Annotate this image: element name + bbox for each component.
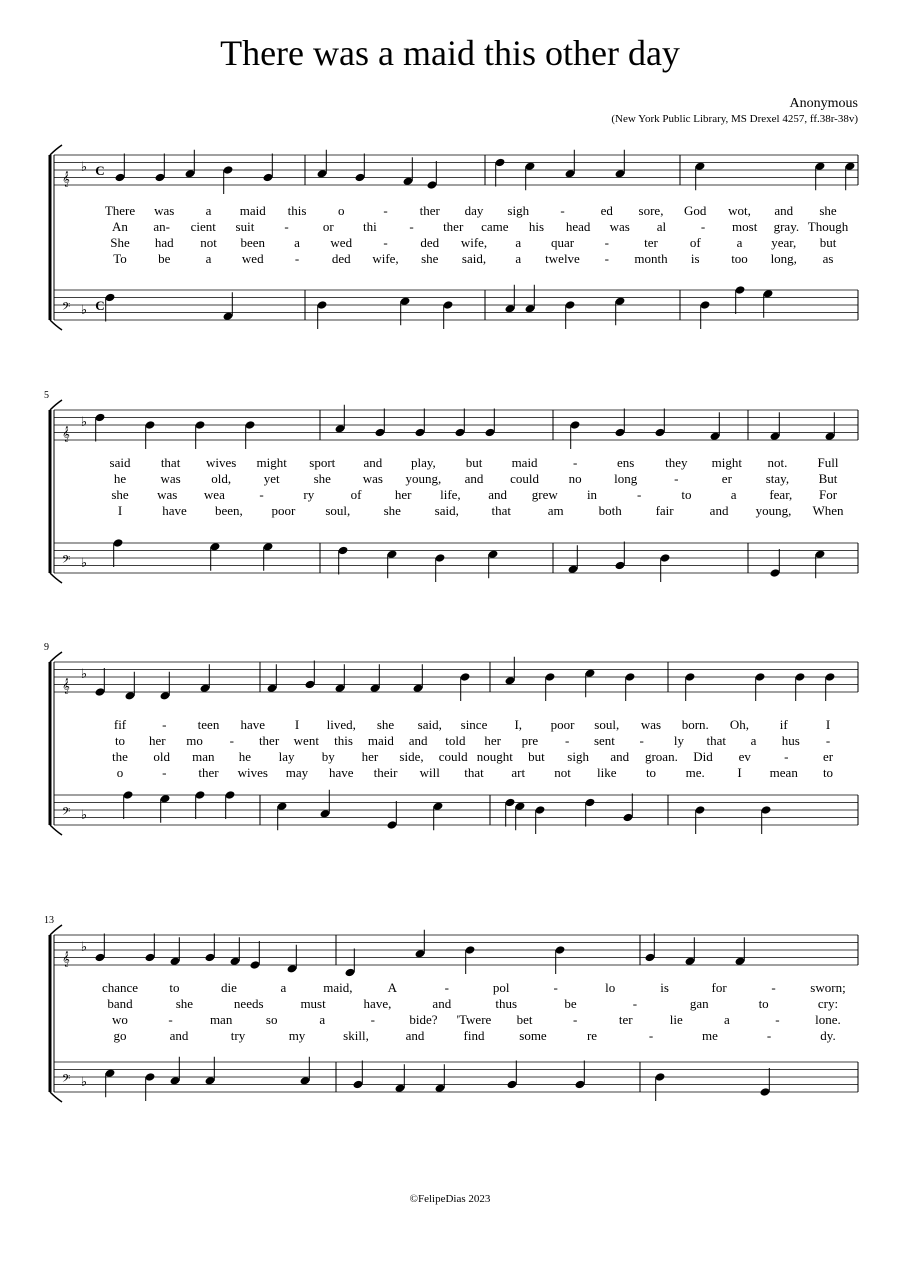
lyric-syllable: they bbox=[665, 455, 688, 470]
lyric-syllable: that bbox=[464, 765, 484, 780]
treble-clef-icon: 𝄞 bbox=[62, 951, 70, 966]
lyric-syllable: is bbox=[660, 980, 669, 995]
lyric-syllable: me. bbox=[685, 765, 705, 780]
lyric-syllable: bide? bbox=[409, 1012, 438, 1027]
lyric-syllable: had bbox=[154, 235, 174, 250]
lyric-syllable: - bbox=[259, 487, 264, 502]
lyric-syllable: - bbox=[637, 487, 642, 502]
flat-icon: ♭ bbox=[80, 666, 88, 681]
bass-staff bbox=[54, 1062, 858, 1092]
lyric-syllable: ens bbox=[617, 455, 635, 470]
system-1 bbox=[50, 145, 858, 330]
lyric-syllable: fear, bbox=[769, 487, 793, 502]
system-4 bbox=[44, 915, 858, 1102]
lyric-syllable: - bbox=[648, 1028, 654, 1043]
lyric-syllable: try bbox=[230, 1028, 246, 1043]
lyric-syllable: he bbox=[113, 471, 127, 486]
flat-icon: ♭ bbox=[80, 302, 88, 317]
lyric-syllable: and bbox=[408, 733, 428, 748]
lyric-syllable: a bbox=[730, 487, 737, 502]
bass-staff bbox=[54, 290, 858, 320]
lyric-syllable: ev bbox=[738, 749, 751, 764]
lyric-syllable: wot, bbox=[728, 203, 751, 218]
bracket-bottom bbox=[50, 1092, 62, 1102]
lyric-syllable: sore, bbox=[638, 203, 664, 218]
lyric-syllable: maid bbox=[511, 455, 538, 470]
lyric-syllable: thi bbox=[363, 219, 377, 234]
lyric-syllable: and bbox=[464, 471, 484, 486]
lyric-syllable: - bbox=[229, 733, 234, 748]
lyric-syllable: a bbox=[319, 1012, 326, 1027]
lyric-syllable: When bbox=[812, 503, 844, 518]
lyric-syllable: But bbox=[818, 471, 838, 486]
lyric-syllable: A bbox=[387, 980, 398, 995]
lyric-syllable: have bbox=[162, 503, 187, 518]
lyric-syllable: and bbox=[709, 503, 729, 518]
lyric-syllable: cient bbox=[190, 219, 216, 234]
lyric-syllable: man bbox=[192, 749, 215, 764]
lyric-syllable: long, bbox=[770, 251, 797, 266]
lyric-syllable: yet bbox=[263, 471, 280, 486]
lyric-syllable: stay, bbox=[765, 471, 790, 486]
lyric-syllable: month bbox=[634, 251, 668, 266]
lyric-syllable: if bbox=[779, 717, 788, 732]
lyric-syllable: ded bbox=[420, 235, 440, 250]
bass-clef-icon: 𝄢 bbox=[61, 300, 71, 315]
lyric-syllable: like bbox=[597, 765, 617, 780]
lyric-syllable: their bbox=[373, 765, 398, 780]
lyric-syllable: wea bbox=[203, 487, 225, 502]
lyric-syllable: sent bbox=[593, 733, 615, 748]
lyric-syllable: and bbox=[774, 203, 794, 218]
lyric-syllable: - bbox=[560, 203, 565, 218]
lyric-syllable: a bbox=[736, 235, 743, 250]
lyric-syllable: sigh bbox=[507, 203, 530, 218]
lyric-syllable: find bbox=[463, 1028, 485, 1043]
lyric-syllable: o bbox=[116, 765, 124, 780]
lyric-syllable: to bbox=[114, 733, 126, 748]
lyric-syllable: I, bbox=[514, 717, 523, 732]
lyric-syllable: I bbox=[117, 503, 123, 518]
lyric-syllable: ther bbox=[443, 219, 464, 234]
treble-clef-icon: 𝄞 bbox=[62, 426, 70, 441]
lyric-syllable: have, bbox=[363, 996, 392, 1011]
lyric-syllable: twelve bbox=[545, 251, 580, 266]
lyric-syllable: told bbox=[445, 733, 466, 748]
lyric-syllable: she bbox=[313, 471, 331, 486]
lyric-syllable: - bbox=[294, 251, 300, 266]
measure-number: 5 bbox=[44, 390, 49, 401]
bracket-bottom bbox=[50, 825, 62, 835]
lyric-syllable: ed bbox=[600, 203, 613, 218]
lyric-syllable: me bbox=[702, 1028, 718, 1043]
lyric-syllable: born. bbox=[681, 717, 709, 732]
lyric-syllable: - bbox=[604, 235, 609, 250]
lyric-syllable: I bbox=[294, 717, 300, 732]
lyric-syllable: could bbox=[438, 749, 468, 764]
lyric-syllable: - bbox=[784, 749, 789, 764]
lyric-syllable: both bbox=[598, 503, 622, 518]
lyric-syllable: will bbox=[419, 765, 440, 780]
lyric-syllable: been, bbox=[215, 503, 243, 518]
lyric-syllable: suit bbox=[235, 219, 255, 234]
lyric-syllable: I bbox=[825, 717, 831, 732]
lyric-syllable: that bbox=[160, 455, 181, 470]
lyric-syllable: by bbox=[321, 749, 335, 764]
lyric-syllable: of bbox=[689, 235, 701, 250]
lyric-syllable: a bbox=[280, 980, 287, 995]
lyric-syllable: his bbox=[528, 219, 545, 234]
lyric-syllable: she bbox=[376, 717, 395, 732]
lyric-syllable: o bbox=[338, 203, 345, 218]
lyric-syllable: was bbox=[609, 219, 630, 234]
lyric-syllable: - bbox=[604, 251, 609, 266]
lyric-syllable: her bbox=[148, 733, 166, 748]
lyric-syllable: wed bbox=[241, 251, 264, 266]
system-2 bbox=[44, 390, 858, 583]
lyric-syllable: band bbox=[107, 996, 133, 1011]
flat-icon: ♭ bbox=[80, 1074, 88, 1089]
lyric-syllable: er bbox=[822, 749, 834, 764]
lyric-syllable: - bbox=[632, 996, 638, 1011]
lyric-syllable: was bbox=[154, 203, 175, 218]
lyric-syllable: ther bbox=[198, 765, 219, 780]
lyric-syllable: might bbox=[711, 455, 743, 470]
lyric-syllable: came bbox=[481, 219, 509, 234]
lyric-syllable: 'Twere bbox=[456, 1012, 492, 1027]
lyric-syllable: ther bbox=[258, 733, 280, 748]
lyric-syllable: nought bbox=[476, 749, 513, 764]
lyric-syllable: - bbox=[771, 980, 776, 995]
lyric-syllable: or bbox=[322, 219, 334, 234]
lyric-syllable: Though bbox=[807, 219, 849, 234]
bracket-bottom bbox=[50, 320, 62, 330]
lyric-syllable: sworn; bbox=[810, 980, 846, 995]
lyric-syllable: said, bbox=[434, 503, 459, 518]
lyric-syllable: a bbox=[750, 733, 757, 748]
lyric-syllable: year, bbox=[771, 235, 797, 250]
lyric-syllable: must bbox=[300, 996, 326, 1011]
bass-clef-icon: 𝄢 bbox=[61, 553, 71, 568]
lyric-syllable: some bbox=[519, 1028, 547, 1043]
lyric-syllable: soul, bbox=[594, 717, 620, 732]
lyric-syllable: be bbox=[564, 996, 577, 1011]
lyric-syllable: There bbox=[104, 203, 136, 218]
lyric-syllable: may bbox=[285, 765, 309, 780]
lyric-syllable: she bbox=[421, 251, 439, 266]
lyric-syllable: and bbox=[405, 1028, 425, 1043]
lyric-syllable: - bbox=[162, 717, 167, 732]
lyric-syllable: not. bbox=[767, 455, 788, 470]
lyric-syllable: lived, bbox=[326, 717, 356, 732]
lyric-syllable: bet bbox=[516, 1012, 533, 1027]
lyric-syllable: a bbox=[515, 251, 522, 266]
lyric-syllable: this bbox=[287, 203, 307, 218]
lyric-syllable: wed bbox=[330, 235, 353, 250]
lyric-syllable: re bbox=[586, 1028, 598, 1043]
lyric-syllable: grew bbox=[531, 487, 558, 502]
lyric-syllable: was bbox=[157, 487, 178, 502]
lyric-syllable: this bbox=[334, 733, 353, 748]
lyric-syllable: she bbox=[175, 996, 194, 1011]
lyric-syllable: to bbox=[645, 765, 657, 780]
lyric-syllable: - bbox=[444, 980, 449, 995]
lyric-syllable: teen bbox=[197, 717, 220, 732]
lyric-syllable: most bbox=[732, 219, 758, 234]
lyric-syllable: to bbox=[681, 487, 692, 502]
lyric-syllable: was bbox=[640, 717, 662, 732]
lyric-syllable: Did bbox=[693, 749, 713, 764]
lyric-syllable: man bbox=[209, 1012, 233, 1027]
flat-icon: ♭ bbox=[80, 414, 88, 429]
lyric-syllable: ter bbox=[644, 235, 658, 250]
system-3 bbox=[44, 642, 858, 835]
lyric-syllable: lo bbox=[605, 980, 616, 995]
lyric-syllable: might bbox=[256, 455, 287, 470]
lyric-syllable: and bbox=[610, 749, 630, 764]
lyric-syllable: pol bbox=[492, 980, 510, 995]
bracket-top bbox=[50, 925, 62, 935]
lyric-syllable: young, bbox=[405, 471, 442, 486]
lyric-syllable: was bbox=[160, 471, 181, 486]
lyric-syllable: - bbox=[766, 1028, 772, 1043]
lyric-syllable: said, bbox=[417, 717, 442, 732]
time-signature-common: C bbox=[95, 298, 105, 313]
lyric-syllable: but bbox=[819, 235, 837, 250]
lyric-syllable: not bbox=[200, 235, 217, 250]
lyric-syllable: her bbox=[361, 749, 379, 764]
lyric-syllable: he bbox=[238, 749, 252, 764]
lyric-syllable: sigh bbox=[567, 749, 589, 764]
bracket-top bbox=[50, 145, 62, 155]
lyric-syllable: a bbox=[205, 203, 212, 218]
lyric-syllable: she bbox=[383, 503, 401, 518]
lyric-syllable: mean bbox=[769, 765, 798, 780]
time-signature-common: C bbox=[95, 163, 105, 178]
lyric-syllable: Full bbox=[817, 455, 839, 470]
lyric-syllable: soul, bbox=[325, 503, 351, 518]
lyric-syllable: ly bbox=[673, 733, 685, 748]
lyric-syllable: play, bbox=[411, 455, 436, 470]
flat-icon: ♭ bbox=[80, 939, 88, 954]
lyric-syllable: but bbox=[528, 749, 545, 764]
lyric-syllable: God bbox=[684, 203, 707, 218]
lyric-syllable: was bbox=[362, 471, 383, 486]
lyric-syllable: in bbox=[586, 487, 598, 502]
treble-staff bbox=[54, 662, 858, 694]
lyric-syllable: skill, bbox=[343, 1028, 369, 1043]
lyric-syllable: - bbox=[409, 219, 414, 234]
lyric-syllable: wife, bbox=[372, 251, 399, 266]
lyric-syllable: wives bbox=[205, 455, 237, 470]
lyric-syllable: too bbox=[731, 251, 748, 266]
lyric-syllable: is bbox=[690, 251, 700, 266]
lyric-syllable: ry bbox=[303, 487, 315, 502]
lyric-syllable: wo bbox=[112, 1012, 128, 1027]
lyric-syllable: er bbox=[721, 471, 732, 486]
lyric-syllable: - bbox=[284, 219, 289, 234]
lyric-syllable: groan. bbox=[644, 749, 678, 764]
lyric-syllable: she bbox=[111, 487, 129, 502]
lyric-syllable: and bbox=[363, 455, 383, 470]
lyric-syllable: ded bbox=[331, 251, 351, 266]
lyric-syllable: my bbox=[288, 1028, 306, 1043]
lyric-syllable: and bbox=[432, 996, 452, 1011]
lyric-syllable: no bbox=[568, 471, 582, 486]
lyric-syllable: pre bbox=[521, 733, 539, 748]
lyric-syllable: to bbox=[822, 765, 834, 780]
lyric-syllable: young, bbox=[755, 503, 792, 518]
composer-credit: Anonymous bbox=[789, 96, 858, 111]
lyric-syllable: for bbox=[711, 980, 727, 995]
lyric-syllable: An bbox=[112, 219, 128, 234]
lyric-syllable: have bbox=[240, 717, 266, 732]
lyric-syllable: as bbox=[822, 251, 834, 266]
lyric-syllable: needs bbox=[233, 996, 264, 1011]
lyric-syllable: wives bbox=[237, 765, 268, 780]
lyric-syllable: mo bbox=[186, 733, 203, 748]
lyric-syllable: side, bbox=[399, 749, 424, 764]
lyric-syllable: a bbox=[205, 251, 212, 266]
lyric-syllable: day bbox=[464, 203, 484, 218]
lyric-syllable: said bbox=[109, 455, 131, 470]
score-title: There was a maid this other day bbox=[220, 33, 680, 73]
lyric-syllable: - bbox=[553, 980, 558, 995]
lyric-syllable: life, bbox=[440, 487, 461, 502]
lyric-syllable: - bbox=[825, 733, 831, 748]
lyric-syllable: to bbox=[758, 996, 769, 1011]
lyric-syllable: have bbox=[328, 765, 354, 780]
lyric-syllable: fif bbox=[113, 717, 127, 732]
bracket-top bbox=[50, 652, 62, 662]
flat-icon: ♭ bbox=[80, 807, 88, 822]
lyric-syllable: go bbox=[113, 1028, 127, 1043]
lyric-syllable: - bbox=[383, 203, 388, 218]
lyric-syllable: She bbox=[110, 235, 130, 250]
lyric-syllable: but bbox=[465, 455, 483, 470]
lyric-syllable: gan bbox=[689, 996, 709, 1011]
treble-clef-icon: 𝄞 bbox=[62, 678, 70, 693]
lyric-syllable: - bbox=[168, 1012, 173, 1027]
lyric-syllable: ter bbox=[618, 1012, 633, 1027]
bracket-top bbox=[50, 400, 62, 410]
bracket-bottom bbox=[50, 573, 62, 583]
treble-staff bbox=[54, 410, 858, 442]
lyric-syllable: that bbox=[491, 503, 511, 518]
lyric-syllable: lay bbox=[278, 749, 295, 764]
lyric-syllable: To bbox=[113, 251, 127, 266]
lyric-syllable: - bbox=[674, 471, 679, 486]
flat-icon: ♭ bbox=[80, 555, 88, 570]
lyric-syllable: al bbox=[656, 219, 667, 234]
lyric-syllable: hus bbox=[781, 733, 800, 748]
lyric-syllable: so bbox=[265, 1012, 278, 1027]
lyric-syllable: I bbox=[737, 765, 742, 780]
lyric-syllable: maid bbox=[239, 203, 266, 218]
lyric-syllable: an- bbox=[153, 219, 170, 234]
flat-icon: ♭ bbox=[80, 159, 88, 174]
lyric-syllable: - bbox=[572, 455, 578, 470]
lyric-syllable: gray. bbox=[773, 219, 800, 234]
lyric-syllable: quar bbox=[550, 235, 575, 250]
lyric-syllable: art bbox=[511, 765, 526, 780]
lyric-syllable: - bbox=[370, 1012, 376, 1027]
lyric-syllable: head bbox=[565, 219, 591, 234]
lyric-syllable: could bbox=[510, 471, 540, 486]
lyric-syllable: lone. bbox=[815, 1012, 841, 1027]
lyric-syllable: poor bbox=[550, 717, 575, 732]
lyric-syllable: of bbox=[350, 487, 362, 502]
bass-staff bbox=[54, 543, 858, 573]
lyric-syllable: been bbox=[240, 235, 266, 250]
lyric-syllable: maid, bbox=[323, 980, 353, 995]
lyric-syllable: poor bbox=[271, 503, 296, 518]
treble-clef-icon: 𝄞 bbox=[62, 171, 70, 186]
lyric-syllable: her bbox=[484, 733, 501, 748]
copyright-footer: ©FelipeDias 2023 bbox=[409, 1193, 491, 1205]
lyric-syllable: - bbox=[383, 235, 388, 250]
lyric-syllable: lie bbox=[669, 1012, 683, 1027]
lyric-syllable: said, bbox=[461, 251, 487, 266]
lyric-syllable: that bbox=[706, 733, 726, 748]
lyric-syllable: dy. bbox=[820, 1028, 836, 1043]
bass-clef-icon: 𝄢 bbox=[61, 1072, 71, 1087]
lyric-syllable: to bbox=[169, 980, 180, 995]
lyric-syllable: a bbox=[515, 235, 522, 250]
lyric-syllable: maid bbox=[367, 733, 394, 748]
source-note: (New York Public Library, MS Drexel 4257, ff.38r-38v) bbox=[611, 113, 858, 125]
lyric-syllable: long bbox=[614, 471, 638, 486]
measure-number: 9 bbox=[44, 642, 49, 653]
lyric-syllable: ther bbox=[419, 203, 440, 218]
lyric-syllable: - bbox=[564, 733, 570, 748]
lyric-syllable: she bbox=[819, 203, 837, 218]
lyric-syllable: - bbox=[775, 1012, 780, 1027]
lyric-syllable: a bbox=[723, 1012, 730, 1027]
lyric-syllable: not bbox=[554, 765, 571, 780]
lyric-syllable: since bbox=[460, 717, 488, 732]
lyric-syllable: a bbox=[294, 235, 300, 250]
lyric-syllable: wife, bbox=[460, 235, 488, 250]
lyric-syllable: - bbox=[162, 765, 167, 780]
lyric-syllable: old, bbox=[211, 471, 232, 486]
lyric-syllable: old bbox=[153, 749, 170, 764]
bass-clef-icon: 𝄢 bbox=[61, 805, 71, 820]
lyric-syllable: chance bbox=[101, 980, 139, 995]
lyric-syllable: - bbox=[639, 733, 644, 748]
lyric-syllable: and bbox=[169, 1028, 189, 1043]
lyric-syllable: cry: bbox=[817, 996, 839, 1011]
lyric-syllable: and bbox=[488, 487, 507, 502]
lyric-syllable: the bbox=[112, 749, 128, 764]
lyric-syllable: - bbox=[572, 1012, 578, 1027]
lyric-syllable: thus bbox=[495, 996, 518, 1011]
lyric-syllable: sport bbox=[309, 455, 336, 470]
lyric-syllable: die bbox=[220, 980, 237, 995]
treble-staff bbox=[54, 155, 858, 187]
measure-number: 13 bbox=[44, 915, 54, 926]
bass-staff bbox=[54, 795, 858, 825]
lyric-syllable: am bbox=[547, 503, 564, 518]
lyric-syllable: her bbox=[394, 487, 412, 502]
lyric-syllable: be bbox=[158, 251, 171, 266]
lyric-syllable: fair bbox=[655, 503, 674, 518]
lyric-syllable: - bbox=[700, 219, 706, 234]
lyric-syllable: went bbox=[293, 733, 319, 748]
lyric-syllable: For bbox=[818, 487, 838, 502]
lyric-syllable: Oh, bbox=[729, 717, 750, 732]
